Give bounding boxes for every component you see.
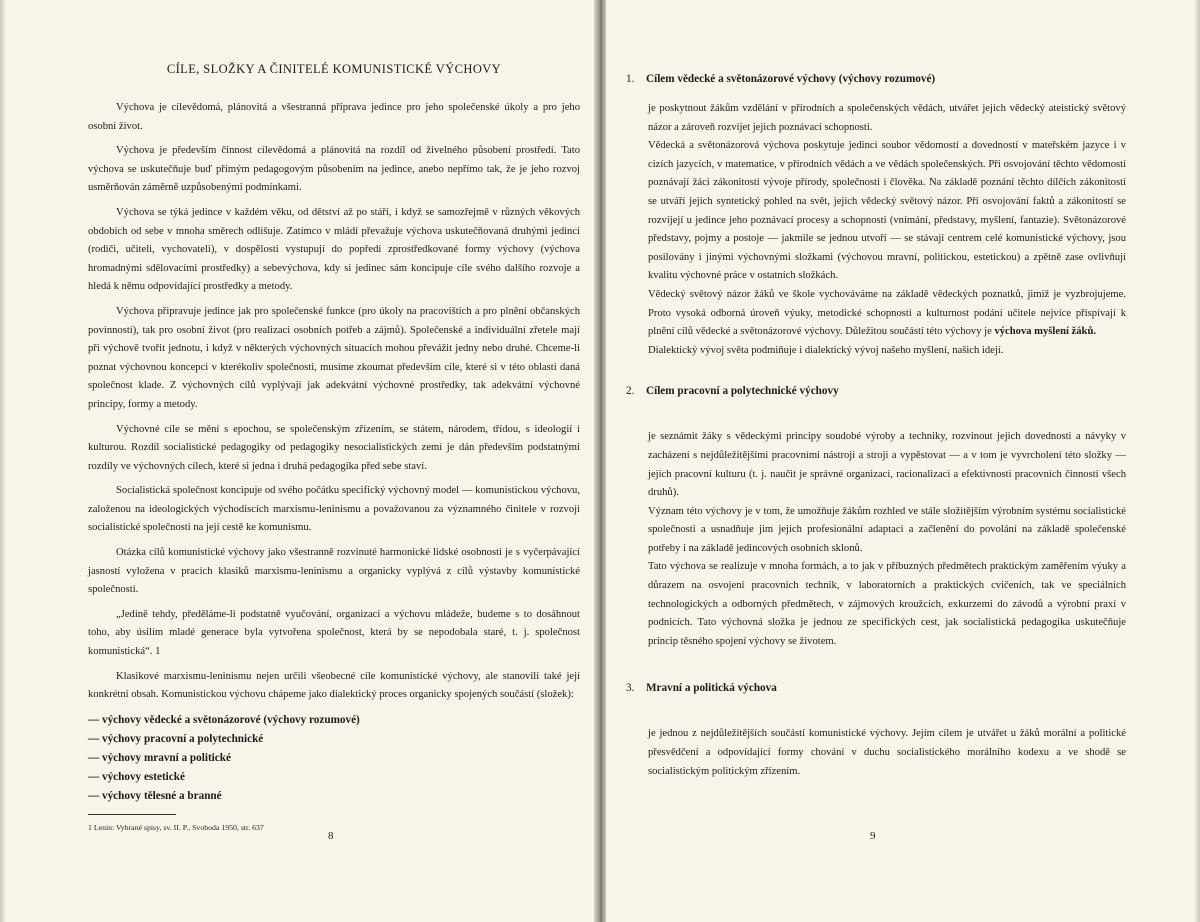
components-list [88,711,580,806]
footnote: 1 Lenin: Vybrané spisy, sv. II. P., Svoboda 1950, str. 637 [88,822,264,832]
paragraph: Výchova připravuje jedince jak pro společenské funkce (pro úkoly na pracovištích a pro plnění občanských povinností), tak pro osobní život (pro realizaci osobních potřeb a zájmů). Společenské a individuální zřetele mají při výchově tvořit jednotu, i když v některých výchovných situacích mohou převážit jedny nebo druhé. Chceme-li poznat výchovnou koncepci v kterékoliv společnosti, musíme zkoumat především cíle, které si v této oblasti daná společnost klade. Z výchovných cílů vyplývají jak adekvátní výchovné prostředky, tak adekvátní výchovné principy, formy a metody. [88,305,580,410]
paragraph [648,286,1126,342]
list-item: — výchovy tělesné a branné [88,789,222,802]
paragraph: Klasikové marxismu-leninismu nejen určili všeobecné cíle komunistické výchovy, ale stanovili také její konkrétní obsah. Komunistickou výchovu chápeme jako dialektický proces organicky spojených součástí (složek): [88,670,580,701]
page-number: 9 [870,830,876,842]
spacer [626,400,1126,428]
footnote-divider [88,814,176,815]
page-edge-shadow [1194,0,1200,922]
spacer [626,697,1126,725]
spacer [626,651,1126,679]
section-body [648,100,1126,360]
section-heading [626,679,1126,697]
section-heading [626,382,1126,400]
section-body [648,428,1126,651]
paragraph: Otázka cílů komunistické výchovy jako všestranně rozvinuté harmonické lidské osobnosti je s vyčerpávající jasností vyložena v pracích klasiků marxismu-leninismu a organicky vyplývá z cílů výstavby komunistické společnosti. [88,547,580,596]
paragraph: Vědecká a světonázorová výchova poskytuje jedinci soubor vědomostí a dovedností v mateřském jazyce i v cizích jazycích, v matematice, v přírodních vědách a ve vědách společenských. Při osvojování těchto vědomostí poznávají žáci zákonitosti vývoje přírody, společnosti i člověka. Na základě poznání těchto dílčích zákonitostí se utváří jejich syntetický pohled na svět, jejich vědecký světový názor. Při osvojování faktů a zákonitostí se rozvíjejí u jedince jeho poznávací procesy a schopnosti (vnímání, představy, myšlení, fantazie). Světonázorové představy, pojmy a postoje — jakmile se jednou utvoří — se stávají centrem celé komunistické výchovy, jsou posilovány i jinými výchovnými složkami (výchovou mravní, politickou, estetickou) a zpětně zase ovlivňují kvalitu výchovné práce v ostatních složkách. [648,140,1126,282]
spacer [626,88,1126,100]
paragraph: Výchova je cílevědomá, plánovitá a všestranná příprava jedince pro jeho společenské úkoly a pro jeho osobní život. [88,102,580,132]
left-page [0,0,598,922]
list-item: — výchovy mravní a politické [88,751,231,764]
quotation: „Jedině tehdy, předěláme-li podstatně vyučování, organizaci a výchovu mládeže, budeme s to dosáhnout toho, aby úsilím mladé generace byla vytvořena společnost, která by se nepodobala staré, t. j. společnost komunistická“. 1 [88,608,580,658]
paragraph: Výchova je především činnost cílevědomá a plánovitá na rozdíl od živelného působení prostředí. Tato výchova se uskutečňuje buď přímým pedagogovým působením na jedince, anebo nepřímo tak, že je jeho rozvoj usměrňován záměrně uzpůsobenými podmínkami. [88,145,580,194]
page-edge-shadow [0,0,6,922]
paragraph: je poskytnout žákům vzdělání v přírodních a společenských vědách, utvářet jejich vědecký ateistický světový názor a zároveň rozvíjet jejich poznávací schopnosti. [648,103,1126,133]
section-heading-text: Cílem vědecké a světonázorové výchovy (výchovy rozumové) [646,73,936,85]
paragraph: je seznámit žáky s vědeckými principy soudobé výroby a techniky, rozvinout jejich dovednosti a návyky v zacházení s nejdůležitějšími pracovními nástroji a stroji a vypěstovat — a v tom je vyvrcholení této složky — jejich pracovní kulturu (t. j. naučit je správné organizaci, racionalizaci a efektivnosti pracovních činností všech druhů). [648,431,1126,499]
section-heading [626,70,1126,88]
section-number: 1. [626,73,635,85]
left-page-content [88,62,580,833]
paragraph: Tato výchova se realizuje v mnoha formách, a to jak v příbuzných předmětech praktickým zaměřením výuky a důrazem na osvojení pracovních technik, v laboratorních a praktických cvičeních, tak ve speciálních technologických a odborných předmětech, v zájmových kroužcích, exkurzemi do závodů a výrobní praxí v podnicích. Tato výchovná složka je jednou ze specifických cest, jak socialistická pedagogika uskutečňuje princip těsného spojení výchovy se životem. [648,561,1126,647]
paragraph: Výchova se týká jedince v každém věku, od dětství až po stáří, i když se samozřejmě v různých věkových obdobích od sebe v mnoha směrech odlišuje. Zatímco v mládí převažuje výchova uskutečňovaná druhými jedinci (rodiči, učiteli, vychovateli), v dospělosti vystupují do popředí zprostředkované formy výchovy (výchova hromadnými sdělovacími prostředky) a sebevýchova, kdy si jedinec sám koncipuje cíle svého dalšího rozvoje a hledá k němu odpovídající prostředky a metody. [88,206,580,293]
section-heading-text: Cílem pracovní a polytechnické výchovy [646,385,839,398]
book-gutter [594,0,606,922]
page-number: 8 [328,830,334,842]
list-item: — výchovy pracovní a polytechnické [88,732,264,745]
section-number: 2. [626,385,635,398]
section-number: 3. [626,682,635,695]
list-item: — výchovy estetické [88,770,185,783]
paragraph: Socialistická společnost koncipuje od svého počátku specifický výchovný model — komunistickou výchovu, založenou na ideologických východiscích marxismu-leninismu a považovanou za významného činitele v rozvoji socialistické společnosti na její cestě ke komunismu. [88,485,580,534]
paragraph: Výchovné cíle se mění s epochou, se společenským zřízením, se státem, národem, třídou, s ideologií i kulturou. Rozdíl socialistické pedagogiky od pedagogiky nesocialistických zemí je dán především podstatnými rozdíly ve výchovných cílech, které si jedna i druhá pedagogika před sebe staví. [88,423,580,472]
section-body [648,725,1126,781]
right-page [602,0,1200,922]
paragraph: je jednou z nejdůležitějších součástí komunistické výchovy. Jejím cílem je utvářet u žáků morální a politické přesvědčení a odpovídající formy chování v duchu socialistického morálního kodexu a ve shodě se socialistickým politickým zřízením. [648,728,1126,777]
paragraph: Dialektický vývoj světa podmiňuje i dialektický vývoj našeho myšlení, našich idejí. [648,344,1004,356]
spacer [626,360,1126,382]
paragraph: Význam této výchovy je v tom, že umožňuje žákům rozhled ve stále složitějším výrobním systému socialistické společnosti a usnadňuje jim jejich profesionální adaptaci a začlenění do povolání na základě společenské potřeby i na základě jedincových osobních sklonů. [648,505,1126,554]
paragraph-text: Vědecký světový názor žáků ve škole vychováváme na základě vědeckých poznatků, jimiž je vyzbrojujeme. Proto vysoká odborná úroveň výuky, metodické schopnosti a kulturnost podání učitele nejvíce přispívají k plnění cílů vědecké a světonázorové výchovy. Důležitou součástí této výchovy je [648,288,1126,338]
list-item: — výchovy vědecké a světonázorové (výchovy rozumové) [88,713,360,726]
right-page-content [626,70,1126,781]
section-heading-text: Mravní a politická výchova [646,682,777,695]
emphasis: výchova myšlení žáků. [994,326,1096,338]
chapter-title: CÍLE, SLOŽKY A ČINITELÉ KOMUNISTICKÉ VÝCHOVY [166,62,502,76]
